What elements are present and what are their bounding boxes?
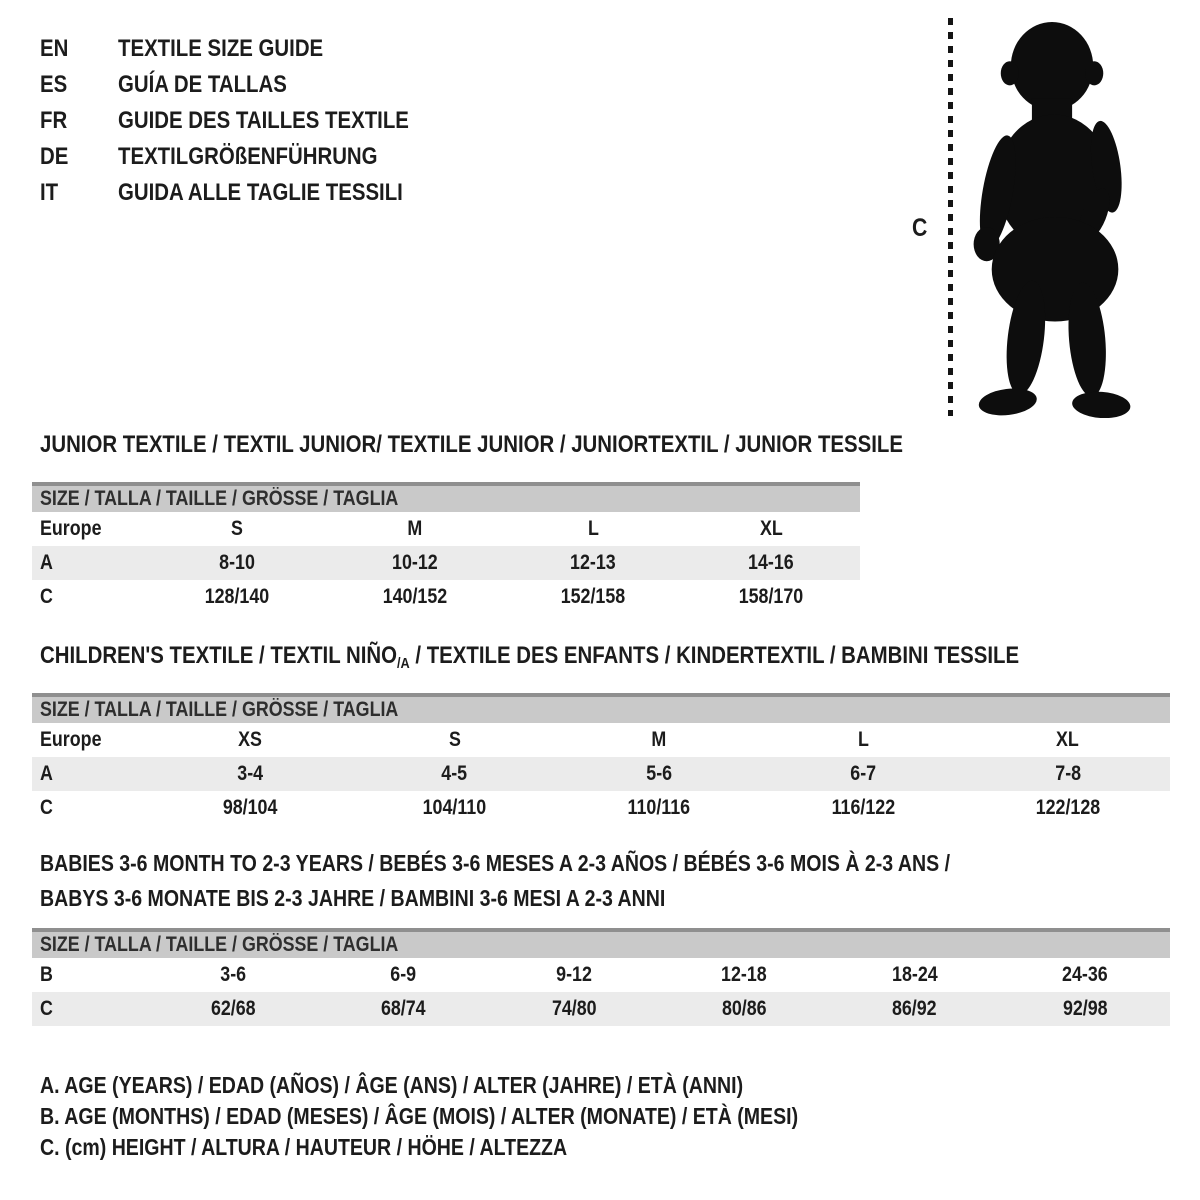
language-label: GUÍA DE TALLAS bbox=[118, 71, 287, 98]
table-row bbox=[32, 757, 1170, 791]
table-cell: 12-13 bbox=[570, 551, 616, 574]
table-cell: S bbox=[448, 728, 461, 751]
size-table-junior bbox=[32, 482, 860, 614]
table-cell: 14-16 bbox=[748, 551, 794, 574]
section-title-babies-line1: BABIES 3-6 MONTH TO 2-3 YEARS / BEBÉS 3-6 MESES A 2-3 AÑOS / BÉBÉS 3-6 MOIS À 2-3 ANS / bbox=[40, 850, 951, 876]
language-label: GUIDE DES TAILLES TEXTILE bbox=[118, 107, 409, 134]
table-cell: 104/110 bbox=[422, 796, 487, 819]
language-code: ES bbox=[40, 71, 68, 98]
table-cell: 92/98 bbox=[1062, 997, 1108, 1020]
table-cell: 68/74 bbox=[381, 997, 426, 1020]
language-label: TEXTILGRÖßENFÜHRUNG bbox=[118, 143, 378, 170]
section-title-children: CHILDREN'S TEXTILE / TEXTIL $NIÑO_{/A}$ / TEXTILE DES ENFANTS / KINDERTEXTIL / BAMBINI TESSILE bbox=[40, 642, 1020, 672]
table-cell: 158/170 bbox=[738, 585, 804, 608]
language-code: EN bbox=[40, 35, 69, 62]
table-cell: XS bbox=[238, 728, 263, 751]
table-cell: 8-10 bbox=[219, 551, 255, 574]
table-cell: 3-6 bbox=[220, 963, 247, 986]
table-cell: 3-4 bbox=[237, 762, 264, 785]
language-code: FR bbox=[40, 107, 68, 134]
table-cell: S bbox=[231, 517, 243, 540]
language-code: IT bbox=[40, 179, 59, 206]
table-row bbox=[32, 958, 1170, 992]
language-header bbox=[40, 37, 460, 205]
table-cell: 116/122 bbox=[831, 796, 896, 819]
table-cell: 98/104 bbox=[222, 796, 278, 819]
row-label: Europe bbox=[40, 517, 102, 540]
table-row bbox=[32, 791, 1170, 825]
footnote-a: A. AGE (YEARS) / EDAD (AÑOS) / ÂGE (ANS) / ALTER (JAHRE) / ETÀ (ANNI) bbox=[40, 1072, 744, 1098]
table-row bbox=[32, 992, 1170, 1026]
table-cell: 122/128 bbox=[1035, 796, 1101, 819]
table-cell: 6-7 bbox=[850, 762, 877, 785]
table-body bbox=[32, 723, 1170, 825]
section-title-babies-line2: BABYS 3-6 MONATE BIS 2-3 JAHRE / BAMBINI 3-6 MESI A 2-3 ANNI bbox=[40, 885, 666, 911]
footnote-b: B. AGE (MONTHS) / EDAD (MESES) / ÂGE (MOIS) / ALTER (MONATE) / ETÀ (MESI) bbox=[40, 1103, 799, 1129]
table-row bbox=[32, 723, 1170, 757]
table-cell: 62/68 bbox=[210, 997, 256, 1020]
row-label: C bbox=[40, 796, 53, 819]
table-cell: 140/152 bbox=[382, 585, 448, 608]
size-header-band: SIZE / TALLA / TAILLE / GRÖSSE / TAGLIA bbox=[32, 928, 1170, 958]
table-cell: 5-6 bbox=[646, 762, 672, 785]
table-row bbox=[32, 512, 860, 546]
table-cell: 86/92 bbox=[892, 997, 937, 1020]
table-cell: 152/158 bbox=[560, 585, 626, 608]
footnote-c: C. (cm) HEIGHT / ALTURA / HAUTEUR / HÖHE / ALTEZZA bbox=[40, 1134, 568, 1160]
table-body bbox=[32, 958, 1170, 1026]
size-header-band: SIZE / TALLA / TAILLE / GRÖSSE / TAGLIA bbox=[32, 482, 860, 512]
table-cell: 9-12 bbox=[555, 963, 592, 986]
subscript-a: /A bbox=[396, 655, 410, 672]
table-cell: M bbox=[651, 728, 667, 751]
table-cell: L bbox=[857, 728, 869, 751]
table-cell: 7-8 bbox=[1054, 762, 1081, 785]
row-label: B bbox=[40, 963, 53, 986]
row-label: A bbox=[40, 762, 53, 785]
table-cell: M bbox=[407, 517, 423, 540]
height-measure-dashed-line bbox=[948, 18, 953, 416]
row-label: A bbox=[40, 551, 53, 574]
table-row bbox=[32, 546, 860, 580]
table-cell: XL bbox=[759, 517, 783, 540]
language-label: TEXTILE SIZE GUIDE bbox=[118, 35, 324, 62]
table-cell: 10-12 bbox=[392, 551, 438, 574]
table-cell: 6-9 bbox=[390, 963, 417, 986]
section-title-junior: JUNIOR TEXTILE / TEXTIL JUNIOR/ TEXTILE JUNIOR / JUNIORTEXTIL / JUNIOR TESSILE bbox=[40, 431, 903, 458]
table-cell: 4-5 bbox=[441, 762, 468, 785]
table-row bbox=[32, 580, 860, 614]
size-header-band: SIZE / TALLA / TAILLE / GRÖSSE / TAGLIA bbox=[32, 693, 1170, 723]
measure-label-c: C bbox=[912, 214, 928, 242]
table-cell: 80/86 bbox=[721, 997, 767, 1020]
table-cell: 18-24 bbox=[891, 963, 938, 986]
language-code: DE bbox=[40, 143, 69, 170]
table-cell: 24-36 bbox=[1061, 963, 1108, 986]
language-label: GUIDA ALLE TAGLIE TESSILI bbox=[118, 179, 403, 206]
table-cell: L bbox=[587, 517, 599, 540]
size-table-children bbox=[32, 693, 1170, 825]
table-cell: 128/140 bbox=[204, 585, 270, 608]
footnotes bbox=[40, 1074, 932, 1167]
toddler-silhouette-image bbox=[958, 16, 1142, 418]
row-label: Europe bbox=[40, 728, 102, 751]
table-cell: XL bbox=[1056, 728, 1080, 751]
row-label: C bbox=[40, 997, 53, 1020]
table-cell: 12-18 bbox=[721, 963, 767, 986]
table-body bbox=[32, 512, 860, 614]
table-cell: 74/80 bbox=[551, 997, 597, 1020]
row-label: C bbox=[40, 585, 53, 608]
size-table-babies bbox=[32, 928, 1170, 1026]
table-cell: 110/116 bbox=[627, 796, 691, 819]
